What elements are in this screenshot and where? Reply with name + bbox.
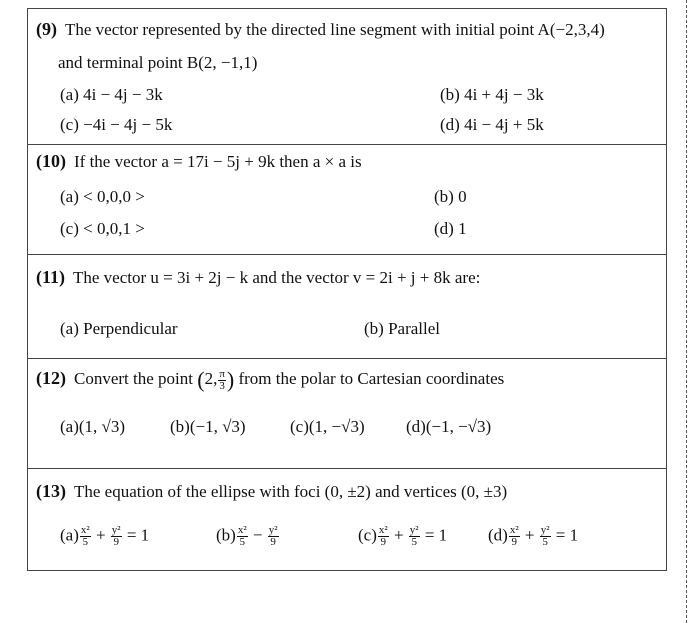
option-c[interactable]: (c)(1, −√3): [290, 417, 365, 436]
question-sheet: [27, 8, 667, 571]
option-b[interactable]: (b) 0: [434, 187, 467, 206]
question-10-stem: (10) If the vector a = 17i − 5j + 9k then a × a is: [36, 151, 362, 171]
option-d[interactable]: (d) 1: [434, 219, 467, 238]
question-11-stem: (11) The vector u = 3i + 2j − k and the vector v = 2i + j + 8k are:: [36, 267, 481, 287]
option-c[interactable]: (c) −4i − 4j − 5k: [60, 115, 173, 134]
option-a[interactable]: (a) $\frac{\text{x²}}{5}$ + $\frac{\text{y²}}{9}$ = 1: [60, 524, 150, 548]
option-c[interactable]: (c) $\frac{\text{x²}}{9}$ + $\frac{\text{y²}}{5}$ = 1: [358, 524, 448, 548]
question-number: (12): [36, 367, 66, 388]
question-number: (13): [36, 481, 66, 501]
option-a[interactable]: (a) Perpendicular: [60, 319, 178, 338]
option-a[interactable]: (a)(1, √3): [60, 417, 126, 436]
option-d[interactable]: (d) 4i − 4j + 5k: [440, 115, 544, 134]
option-a[interactable]: (a) < 0,0,0 >: [60, 187, 145, 206]
option-d[interactable]: (d)(−1, −√3): [406, 417, 492, 436]
option-d[interactable]: (d) $\frac{\text{x²}}{9}$ + $\frac{\text{y²}}{5}$ = 1: [488, 524, 579, 548]
option-c[interactable]: (c) < 0,0,1 >: [60, 219, 145, 238]
question-13: [28, 469, 666, 571]
pi-over-3-fraction: $\frac{\pi}{3}$: [219, 367, 225, 392]
option-b[interactable]: (b) 4i + 4j − 3k: [440, 85, 544, 104]
option-b[interactable]: (b) Parallel: [364, 319, 440, 338]
question-12-stem: (12) Convert the point (2, $\frac{\pi}{3}$ ) from the polar to Cartesian coordinates: [36, 367, 505, 392]
option-b[interactable]: (b) $\frac{\text{x²}}{5}$ − $\frac{\text{y²}}{9}$: [216, 524, 278, 548]
question-number: (9): [36, 19, 57, 39]
question-12: [28, 359, 666, 469]
question-13-stem: (13) The equation of the ellipse with foci (0, ±2) and vertices (0, ±3): [36, 481, 508, 501]
question-10: [28, 145, 666, 255]
question-11: [28, 255, 666, 359]
question-9-stem-line-1: (9) The vector represented by the directed line segment with initial point A(−2,3,4): [36, 19, 605, 39]
question-9-stem-line-2: and terminal point B(2, −1,1): [58, 53, 258, 72]
question-9: [28, 9, 666, 145]
option-b[interactable]: (b)(−1, √3): [170, 417, 246, 436]
option-a[interactable]: (a) 4i − 4j − 3k: [60, 85, 163, 104]
question-number: (11): [36, 267, 65, 287]
question-number: (10): [36, 151, 66, 171]
page-edge-divider: [686, 0, 687, 623]
